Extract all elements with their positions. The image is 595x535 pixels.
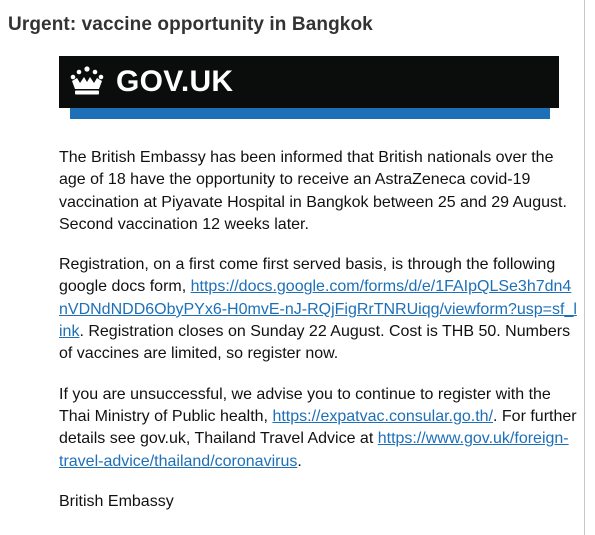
registration-text-before: Registration, on a first come first served basis, is through the following google docs form,	[59, 256, 556, 296]
crown-icon	[69, 65, 105, 97]
paragraph-vaccine-info: The British Embassy has been informed that British nationals over the age of 18 have the opportunity to receive an AstraZeneca covid-19 vaccination at Piyavate Hospital in Bangkok between 25 and 29 August. Second vaccination 12 weeks later.	[59, 149, 567, 233]
signature: British Embassy	[59, 492, 174, 510]
expatvac-link[interactable]: https://expatvac.consular.go.th/	[272, 407, 494, 425]
paragraph-alternatives	[59, 384, 579, 473]
email-subject: Urgent: vaccine opportunity in Bangkok	[8, 14, 373, 35]
alternatives-text-before: If you are unsuccessful, we advise you to continue to register with the Thai Ministry of Public health,	[59, 385, 551, 425]
govuk-logo-text[interactable]: GOV.UK	[116, 65, 234, 98]
alternatives-text-after: .	[297, 452, 302, 470]
email-body	[59, 147, 579, 531]
paragraph-registration	[59, 254, 579, 365]
google-form-link[interactable]: https://docs.google.com/forms/d/e/1FAIpQLSe3h7dn4nVDNdNDD6ObyPYx6-H0mvE-nJ-RQjFigRrTNRUiqg/viewform?usp=sf_link	[59, 278, 577, 341]
govuk-header	[59, 56, 559, 108]
registration-text-after: . Registration closes on Sunday 22 August. Cost is THB 50. Numbers of vaccines are limited, so register now.	[59, 323, 571, 363]
alternatives-text-middle: . For further details see gov.uk, Thailand Travel Advice at	[59, 407, 577, 448]
header-accent-bar	[70, 108, 550, 119]
travel-advice-link[interactable]: https://www.gov.uk/foreign-travel-advice/thailand/coronavirus	[59, 430, 569, 470]
window-edge-divider	[584, 0, 585, 535]
